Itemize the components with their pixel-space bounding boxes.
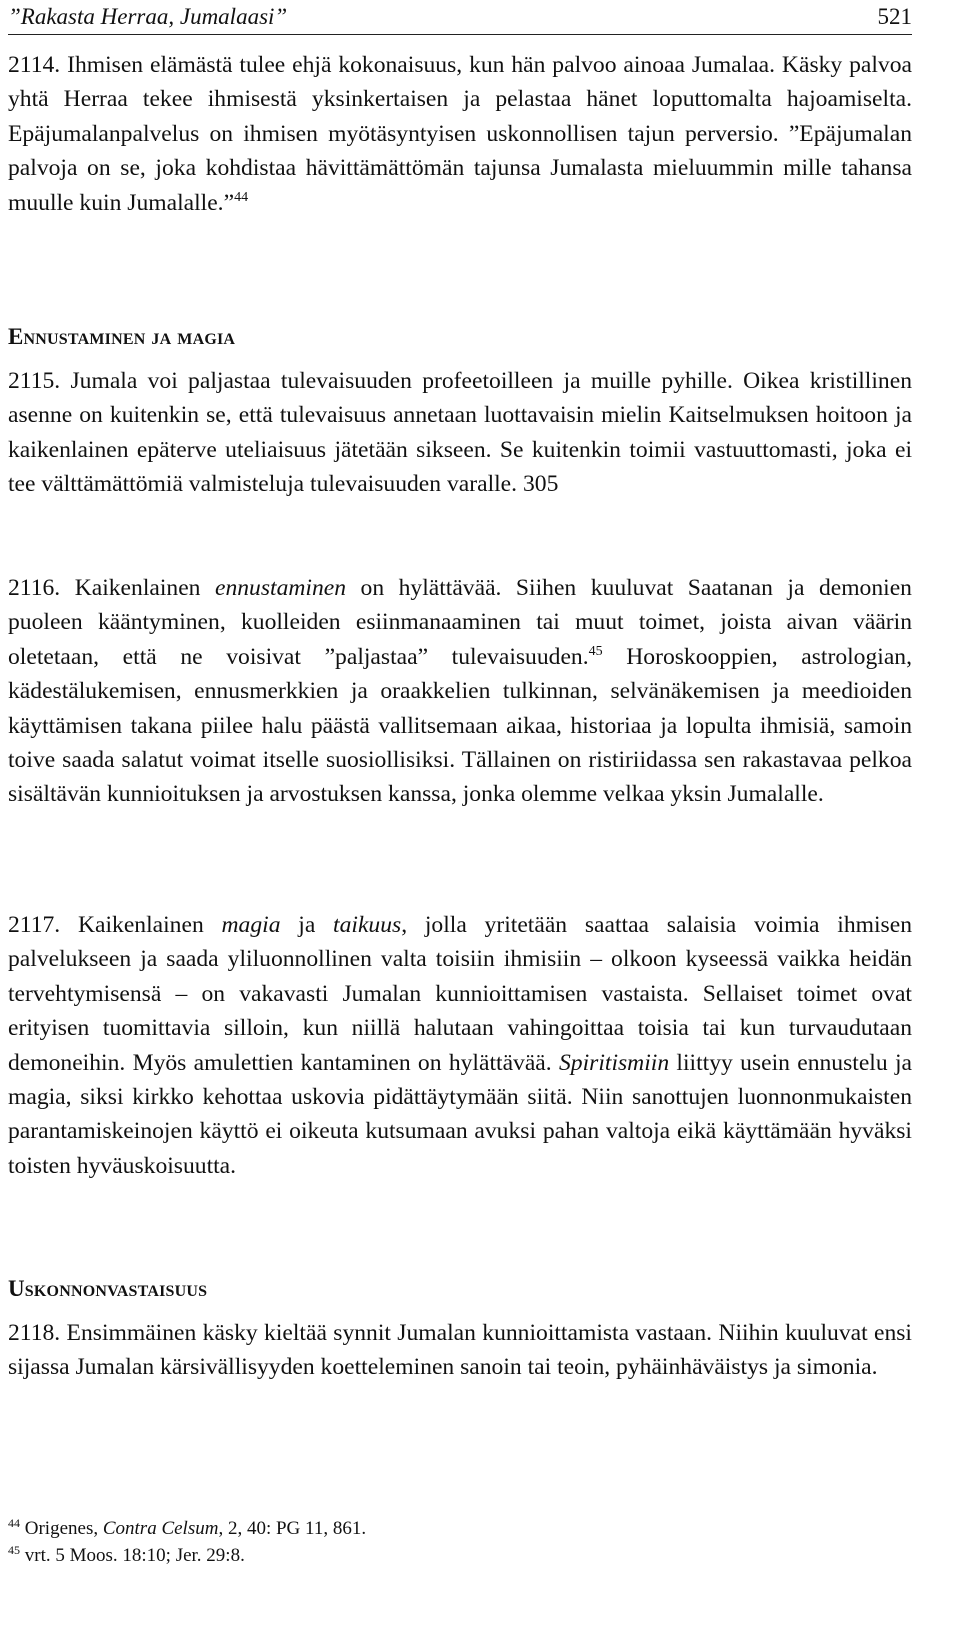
paragraph-text: on hylättävää. Siihen kuuluvat Saatanan ja demonien puoleen kääntyminen, kuolleiden esiinmanaaminen tai muut toimet, joista aivan väärin oletetaan, että ne voisivat ”paljastaa” tulevaisuuden. — [8, 575, 912, 670]
paragraph-text: 2114. Ihmisen elämästä tulee ehjä kokonaisuus, kun hän palvoo ainoaa Jumalaa. Käsky palvoa yhtä Herraa tekee ihmisestä yksinkertaisen ja pelastaa hänet loputtomalta hajoamiselta. Epäjumalanpalvelus on ihmisen myötäsyntyisen uskonnollisen tajun perversio. ”Epäjumalan palvoja on se, joka kohdistaa hävittämättömän tajunsa Jumalasta mieluummin mille tahansa muulle kuin Jumalalle.” — [8, 52, 912, 216]
paragraph-text: 2115. Jumala voi paljastaa tulevaisuuden profeetoilleen ja muille pyhille. Oikea kristillinen asenne on kuitenkin se, että tulevaisuus annetaan luottavaisin mielin Kaitselmuksen hoitoon ja kaikenlainen epäterve uteliaisuus jätetään sikseen. Se kuitenkin toimii vastuuttomasti, joka ei tee välttämättömiä valmisteluja tulevaisuuden varalle. — [8, 368, 912, 498]
paragraph-2118 — [8, 1316, 912, 1385]
running-header — [8, 2, 912, 32]
book-page — [8, 0, 912, 1644]
footnote-44 — [8, 1516, 912, 1542]
paragraph-text: 2116. Kaikenlainen — [8, 575, 215, 601]
paragraph-2117 — [8, 908, 912, 1183]
emphasis-term: Spiritismiin — [559, 1049, 670, 1076]
paragraph-text: 2117. Kaikenlainen — [8, 912, 222, 938]
footnote-text: Origenes, — [20, 1518, 103, 1539]
paragraph-text: Horoskooppien, astrologian, kädestälukemisen, ennusmerkkien ja oraakkelien tulkinnan, selvänäkemisen ja meedioiden käyttämisen takana piilee halu päästä vallitsemaan aikaa, historiaa ja lopulta ihmisiä, samoin toive saada salatut voimat itselle suosiollisiksi. Tällainen on ristiriidassa sen rakastavaa pelkoa sisältävän kunnioituksen ja arvostuksen kanssa, jonka olemme velkaa yksin Jumalalle. — [8, 643, 912, 808]
emphasis-term: ennustaminen — [214, 575, 347, 601]
footnote-title: Contra Celsum — [102, 1518, 219, 1539]
header-rule — [8, 34, 912, 35]
footnote-text: , 2, 40: PG 11, 861. — [218, 1518, 367, 1539]
footnote-text: vrt. 5 Moos. 18:10; Jer. 29:8. — [20, 1545, 245, 1566]
paragraph-text: liittyy usein ennustelu ja magia, siksi kirkko kehottaa uskovia pidättäytymään siitä. Niin sanottujen luonnonmukaisten parantamiskeinojen käyttö ei oikeuta kutsumaan avuksi pahan valtoja eikä käyttämään hyväksi toisten hyväuskoisuutta. — [8, 1049, 912, 1179]
footnote-45 — [8, 1543, 912, 1569]
section-heading-irreligion: Uskonnonvastaisuus — [8, 1276, 208, 1301]
footnote-ref-44: 44 — [234, 189, 249, 205]
footnote-number: 45 — [8, 1543, 20, 1557]
paragraph-text: 2118. Ensimmäinen käsky kieltää synnit Jumalan kunnioittamista vastaan. Niihin kuuluvat ensi sijassa Jumalan kärsivällisyyden koetteleminen sanoin tai teoin, pyhäinhäväistys ja simonia. — [8, 1320, 912, 1381]
emphasis-term: magia — [221, 912, 281, 938]
emphasis-term: taikuus — [333, 912, 402, 938]
section-heading-divination: Ennustaminen ja magia — [8, 324, 236, 349]
paragraph-text: ja — [280, 912, 334, 938]
paragraph-2115 — [8, 364, 912, 502]
footnote-number: 44 — [8, 1516, 20, 1530]
paragraph-2114 — [8, 48, 912, 220]
paragraph-2116 — [8, 571, 912, 812]
cross-reference: 305 — [522, 471, 559, 498]
running-title: ”Rakasta Herraa, Jumalaasi” — [8, 4, 288, 29]
footnote-ref-45: 45 — [588, 643, 603, 659]
paragraph-text: , jolla yritetään saattaa salaisia voimia ihmisen palvelukseen ja saada yliluonnollinen valta toisiin ihmisiin – olkoon kyseessä vaikka heidän tervehtymisensä – on vakavasti Jumalan kunnioittamisen vastaista. Sellaiset toimet ovat erityisen tuomittavia silloin, kun niillä halutaan vahingoittaa toisia tai kun turvaudutaan demoneihin. Myös amulettien kantaminen on hylättävää. — [8, 912, 912, 1076]
page-number: 521 — [877, 4, 912, 29]
